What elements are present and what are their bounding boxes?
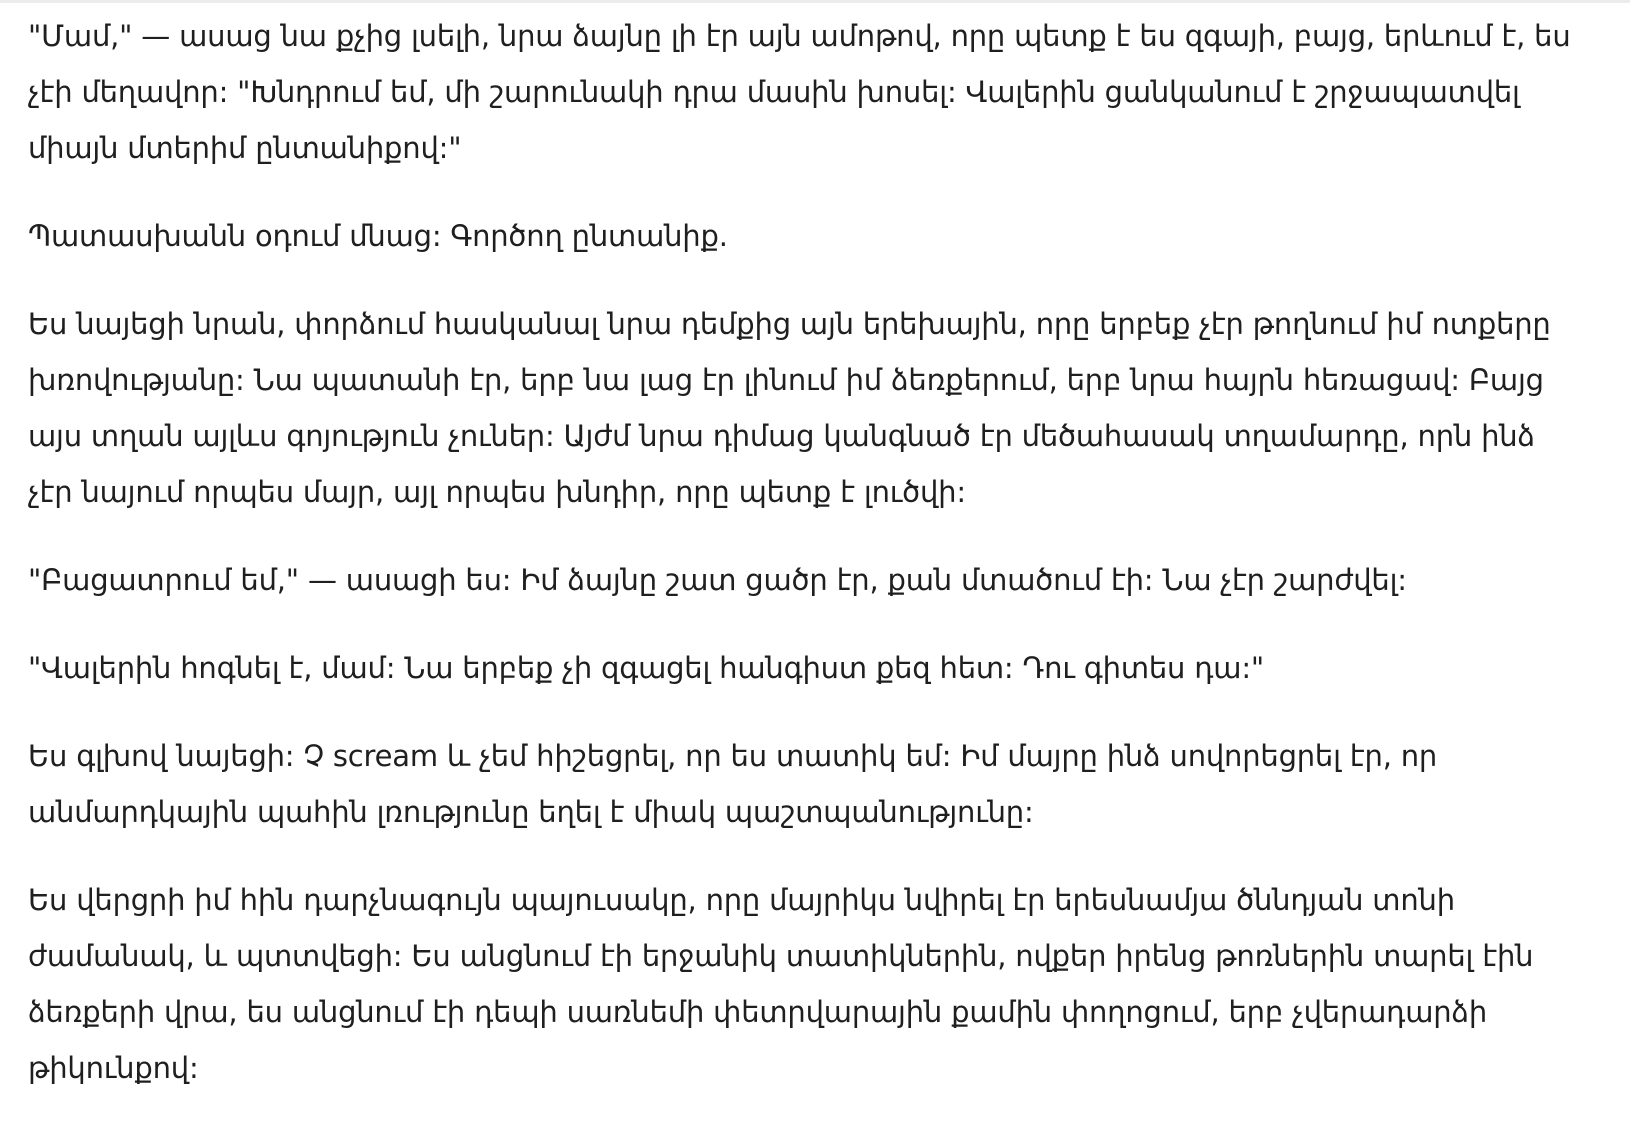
paragraph-3: Ես նայեցի նրան, փորձում հասկանալ նրա դեմքից այն երեխային, որը երբեք չէր թողնում իմ ոտքերը խռովությանը: Նա պատանի էր, երբ նա լաց էր լինում իմ ձեռքերում, երբ նրա հայրն հեռացավ: Բայց այս տղան այլևս գոյություն չուներ: Այժմ նրա դիմաց կանգնած էր մեծահասակ տղամարդը, որն ինձ չէր նայում որպես մայր, այլ որպես խնդիր, որը պետք է լուծվի: — [28, 307, 1551, 509]
document-body — [28, 8, 1588, 1128]
paragraph-5: "Վալերին հոգնել է, մամ: Նա երբեք չի զգացել հանգիստ քեզ հետ: Դու գիտես դա:" — [28, 651, 1265, 685]
paragraph-6: Ես գլխով նայեցի: Չ scream և չեմ հիշեցրել, որ ես տատիկ եմ: Իմ մայրը ինձ սովորեցրել էր, որ անմարդկային պահին լռությունը եղել է միակ պաշտպանությունը: — [28, 739, 1438, 829]
paragraph-2: Պատասխանն օդում մնաց: Գործող ընտանիք. — [28, 219, 728, 253]
paragraph-1: "Մամ," — ասաց նա քչից լսելի, նրա ձայնը լի էր այն ամոթով, որը պետք է ես զգայի, բայց, երևում է, ես չէի մեղավոր: "Խնդրում եմ, մի շարունակի դրա մասին խոսել: Վալերին ցանկանում է շրջապատվել միայն մտերիմ ընտանիքով:" — [28, 19, 1571, 165]
top-divider — [0, 0, 1630, 3]
paragraph-7: Ես վերցրի իմ հին դարչնագույն պայուսակը, որը մայրիկս նվիրել էր երեսնամյա ծննդյան տոնի ժամանակ, և պտտվեցի: Ես անցնում էի երջանիկ տատիկներին, ովքեր իրենց թոռներին տարել էին ձեռքերի վրա, ես անցնում էի դեպի սառնեմի փետրվարային քամին փողոցում, երբ չվերադարձի թիկունքով: — [28, 883, 1534, 1085]
paragraph-4: "Բացատրում եմ," — ասացի ես: Իմ ձայնը շատ ցածր էր, քան մտածում էի: Նա չէր շարժվել: — [28, 563, 1407, 597]
